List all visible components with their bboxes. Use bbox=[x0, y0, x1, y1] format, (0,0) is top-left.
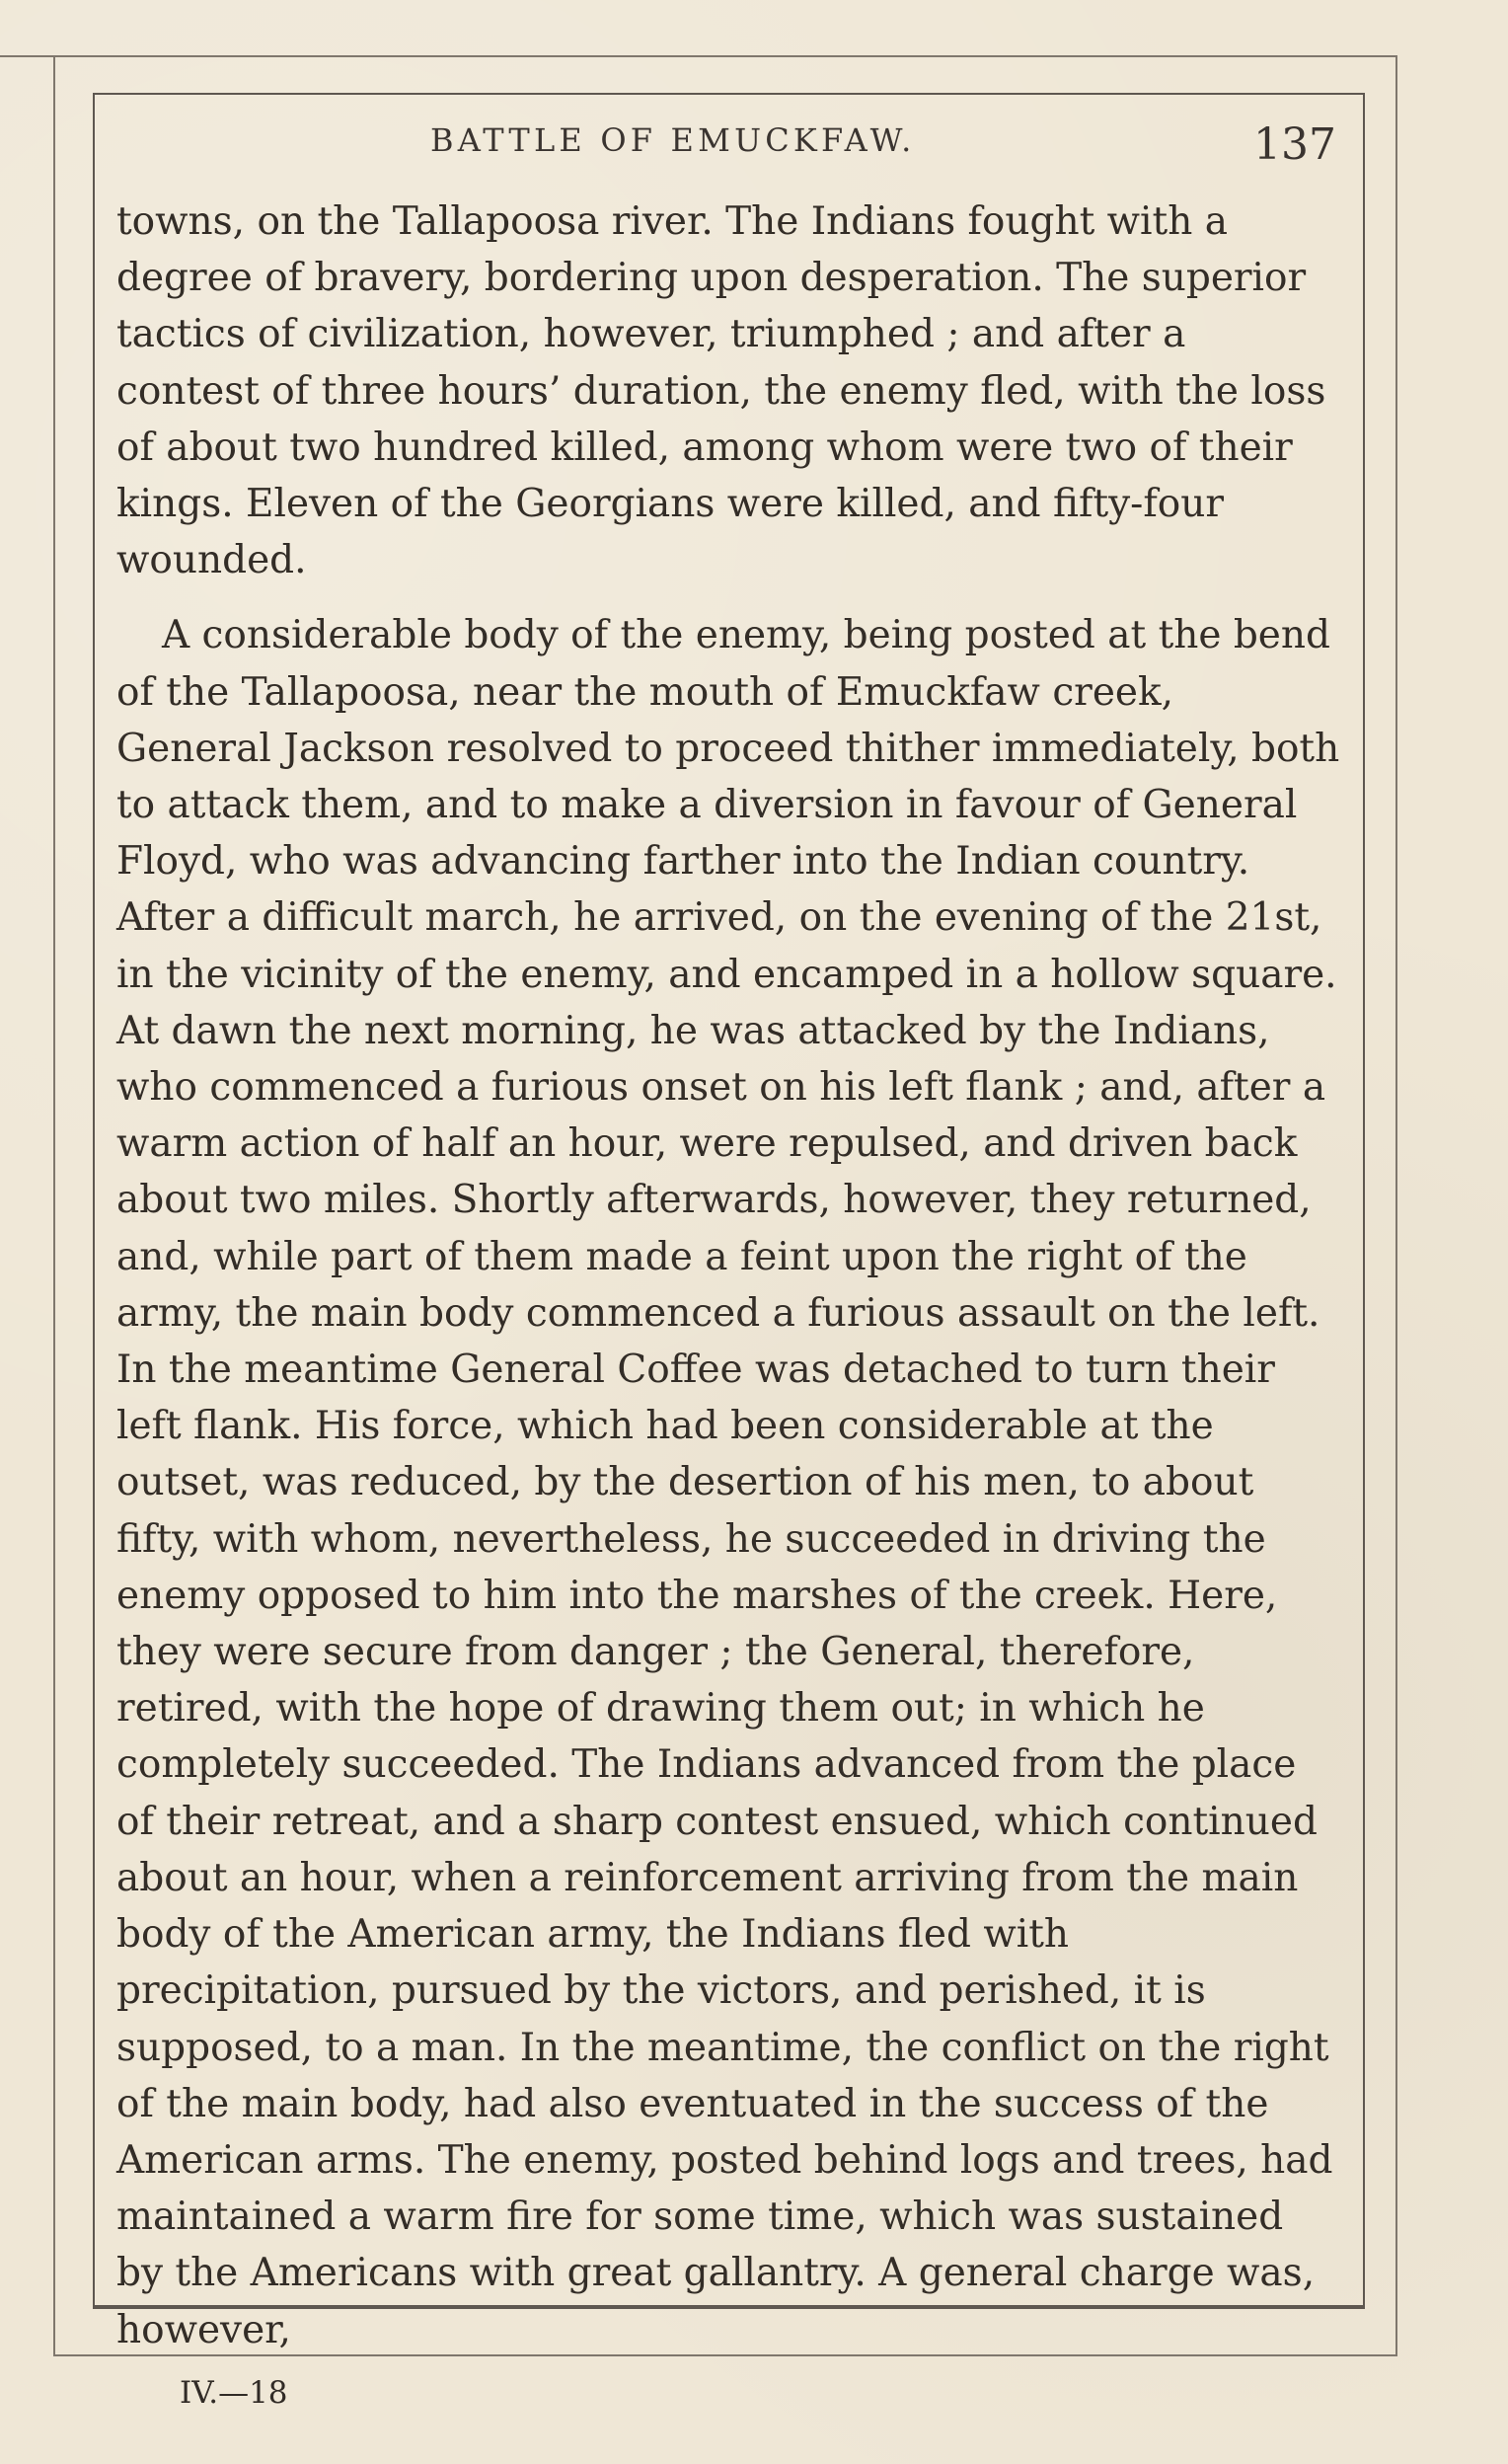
signature-mark: IV.—18 bbox=[180, 2375, 288, 2411]
running-head: BATTLE OF EMUCKFAW. bbox=[430, 121, 916, 159]
body-text bbox=[116, 193, 1340, 2358]
page-number: 137 bbox=[1253, 119, 1336, 170]
outer-frame-right-rule bbox=[1395, 55, 1397, 2355]
paragraph-1: towns, on the Tallapoosa river. The Indians fought with a degree of bravery, bordering upon desperation. The superior tactics of civilization, however, triumphed ; and after a contest of three hours’ duration, the enemy fled, with the loss of about two hundred killed, among whom were two of their kings. Eleven of the Georgians were killed, and fifty-four wounded. bbox=[116, 199, 1326, 583]
outer-frame-left-rule bbox=[53, 55, 55, 2355]
paragraph-2: A considerable body of the enemy, being posted at the bend of the Tallapoosa, near the mouth of Emuckfaw creek, General Jackson resolved to proceed thither immediately, both to attack them, and to make a diversion in favour of General Floyd, who was advancing farther into the Indian country. After a difficult march, he arrived, on the evening of the 21st, in the vicinity of the enemy, and encamped in a hollow square. At dawn the next morning, he was attacked by the Indians, who commenced a furious onset on his left flank ; and, after a warm action of half an hour, were repulsed, and driven back about two miles. Shortly afterwards, however, they returned, and, while part of them made a feint upon the right of the army, the main body commenced a furious assault on the left. In the meantime General Coffee was detached to turn their left flank. His force, which had been considerable at the outset, was reduced, by the desertion of his men, to about fifty, with whom, nevertheless, he succeeded in driving the enemy opposed to him into the marshes of the creek. Here, they were secure from danger ; the General, therefore, retired, with the hope of drawing them out; in which he completely succeeded. The Indians advanced from the place of their retreat, and a sharp contest ensued, which continued about an hour, when a reinforcement arriving from the main body of the American army, the Indians fled with precipitation, pursued by the victors, and perished, it is supposed, to a man. In the meantime, the conflict on the right of the main body, had also eventuated in the success of the American arms. The enemy, posted behind logs and trees, had maintained a warm fire for some time, which was sustained by the Americans with great gallantry. A general charge was, however, bbox=[116, 613, 1340, 2352]
outer-frame-top-rule bbox=[0, 55, 1395, 57]
page-header bbox=[430, 121, 1348, 169]
